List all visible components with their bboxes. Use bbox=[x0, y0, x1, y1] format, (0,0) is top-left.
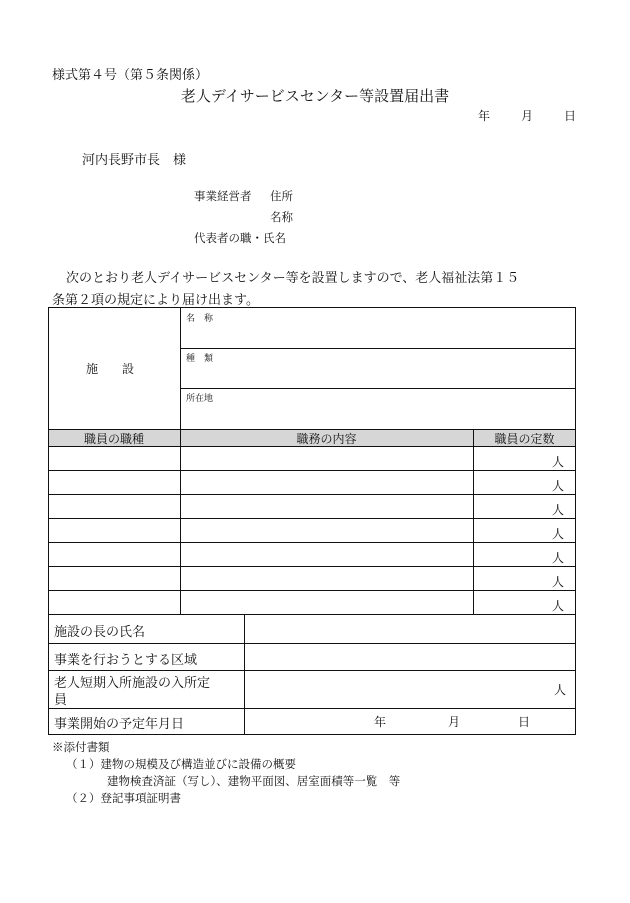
address-label: 住所 bbox=[270, 189, 293, 203]
attachment-item-1: （１）建物の規模及び構造並びに設備の概要 bbox=[66, 757, 296, 771]
staff-unit: 人 bbox=[552, 551, 565, 565]
attachment-item-2: （２）登記事項証明書 bbox=[66, 791, 181, 805]
facility-type-label: 種 類 bbox=[186, 354, 214, 364]
staff-header-duties: 職務の内容 bbox=[296, 432, 357, 446]
capacity-unit: 人 bbox=[554, 683, 567, 697]
operator-label: 事業経営者 bbox=[194, 189, 252, 203]
date-day-label: 日 bbox=[564, 109, 577, 123]
staff-unit: 人 bbox=[552, 503, 565, 517]
staff-unit: 人 bbox=[552, 527, 565, 541]
form-title: 老人デイサービスセンター等設置届出書 bbox=[180, 87, 450, 105]
addressee: 河内長野市長 様 bbox=[82, 153, 187, 168]
staff-unit: 人 bbox=[552, 599, 565, 613]
body-text-line1: 次のとおり老人デイサービスセンター等を設置しますので、老人福祉法第１５ bbox=[66, 271, 520, 286]
staff-unit: 人 bbox=[552, 479, 565, 493]
representative-label: 代表者の職・氏名 bbox=[194, 231, 286, 245]
start-year-label: 年 bbox=[374, 715, 387, 729]
date-month-label: 月 bbox=[521, 109, 534, 123]
facility-name-label: 名 称 bbox=[186, 314, 214, 324]
capacity-label-line2: 員 bbox=[54, 693, 68, 708]
start-day-label: 日 bbox=[518, 715, 531, 729]
start-month-label: 月 bbox=[448, 715, 461, 729]
start-date-label: 事業開始の予定年月日 bbox=[54, 717, 185, 732]
service-area-label: 事業を行おうとする区域 bbox=[54, 653, 198, 668]
attachments-heading: ※添付書類 bbox=[52, 740, 110, 754]
facility-section-label: 施 設 bbox=[86, 362, 135, 376]
body-text-line2: 条第２項の規定により届け出ます。 bbox=[52, 293, 259, 308]
facility-location-label: 所在地 bbox=[186, 394, 214, 404]
attachment-item-1-detail: 建物検査済証（写し）、建物平面図、居室面積等一覧 等 bbox=[107, 774, 401, 788]
date-year-label: 年 bbox=[478, 109, 491, 123]
staff-unit: 人 bbox=[552, 575, 565, 589]
staff-unit: 人 bbox=[552, 455, 565, 469]
director-name-label: 施設の長の氏名 bbox=[54, 625, 146, 640]
staff-header-job-type: 職員の職種 bbox=[83, 432, 144, 446]
staff-header-headcount: 職員の定数 bbox=[494, 432, 555, 446]
name-label: 名称 bbox=[270, 210, 293, 224]
form-number: 様式第４号（第５条関係） bbox=[52, 68, 209, 83]
capacity-label-line1: 老人短期入所施設の入所定 bbox=[54, 676, 211, 691]
